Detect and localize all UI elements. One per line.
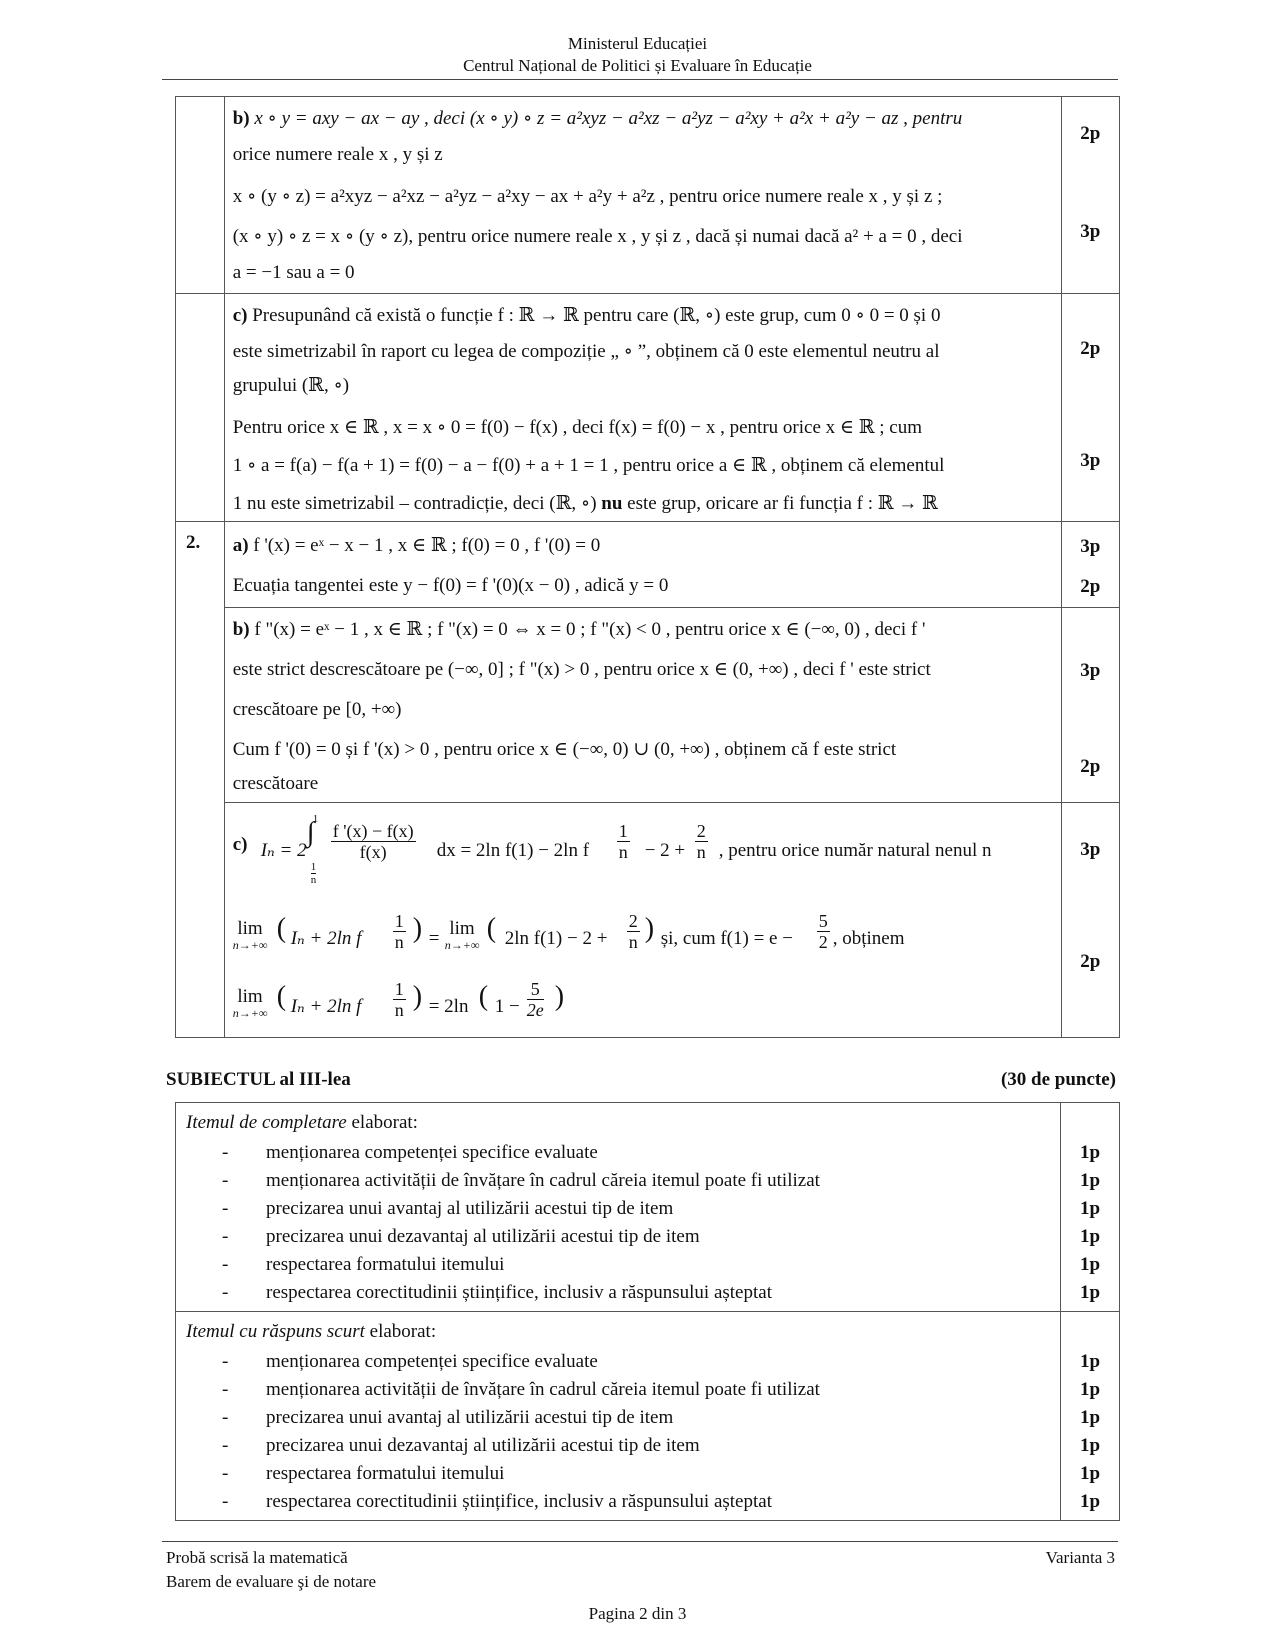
points-2b-2: 2p bbox=[1080, 756, 1101, 777]
points-2a-2: 2p bbox=[1080, 576, 1101, 597]
criterion-points: 1p bbox=[1080, 1407, 1101, 1428]
paren-close-icon: ) bbox=[412, 981, 423, 1012]
points-1b-2: 3p bbox=[1080, 221, 1101, 242]
criterion-points: 1p bbox=[1080, 1254, 1101, 1275]
five-halves-den: 2 bbox=[818, 932, 828, 952]
item-1c bbox=[224, 294, 1061, 522]
limit-2-sub: n→+∞ bbox=[444, 938, 480, 952]
integrand-den: f(x) bbox=[359, 842, 387, 862]
footer-barem: Barem de evaluare şi de notare bbox=[166, 1572, 377, 1591]
criterion-points: 1p bbox=[1080, 1351, 1101, 1372]
item-raspuns-points-list bbox=[1061, 1348, 1119, 1512]
bullet-dash: - bbox=[222, 1282, 229, 1303]
criterion-points: 1p bbox=[1080, 1379, 1101, 1400]
bullet-dash: - bbox=[222, 1351, 229, 1372]
criterion-text: menționarea competenței specifice evaluate bbox=[266, 1142, 598, 1163]
limit-cum-text: și, cum f(1) = e − bbox=[660, 928, 793, 949]
text-2b-line4: Cum f '(0) = 0 și f '(x) > 0 , pentru orice x ∈ (−∞, 0) ∪ (0, +∞) , obținem că f este strict bbox=[232, 739, 897, 760]
item-raspuns-title-rest: elaborat: bbox=[364, 1321, 437, 1342]
item-raspuns-title bbox=[186, 1318, 1050, 1348]
item-completare-points-list bbox=[1061, 1139, 1119, 1303]
five-over-2e-den: 2e bbox=[526, 1000, 544, 1020]
criterion-row bbox=[186, 1279, 1050, 1307]
points-1b bbox=[1061, 97, 1119, 294]
limit-3-frac bbox=[393, 979, 406, 1020]
integral-lower bbox=[311, 861, 317, 886]
criterion-text: respectarea corectitudinii științifice, inclusiv a răspunsului așteptat bbox=[266, 1282, 772, 1303]
label-2c: c) bbox=[232, 834, 248, 855]
obtinem-text: , obținem bbox=[832, 928, 905, 949]
limit-3-frac-den: n bbox=[394, 1000, 404, 1020]
text-2b-line5: crescătoare bbox=[232, 773, 319, 794]
item-raspuns-points bbox=[1061, 1312, 1120, 1521]
limit-3-inner: 1 − bbox=[494, 996, 520, 1017]
integral-lhs: Iₙ = 2 bbox=[260, 840, 307, 861]
points-1c-1: 2p bbox=[1080, 338, 1101, 359]
five-halves-frac bbox=[817, 911, 830, 952]
text-1c-line3: grupului (ℝ, ∘) bbox=[232, 375, 350, 396]
bullet-dash: - bbox=[222, 1435, 229, 1456]
eq1-tail-frac-num: 2 bbox=[696, 821, 706, 841]
footer-divider bbox=[162, 1541, 1118, 1542]
criterion-row bbox=[186, 1488, 1050, 1516]
item-completare-rows bbox=[186, 1139, 1050, 1307]
eq1-tail-frac-den: n bbox=[696, 842, 706, 862]
criterion-text: precizarea unui avantaj al utilizării acestui tip de item bbox=[266, 1198, 674, 1219]
header-center: Centrul Național de Politici și Evaluare în Educație bbox=[463, 56, 812, 75]
limit-3-eq: = 2ln bbox=[428, 996, 469, 1017]
footer-subject: Probă scrisă la matematică bbox=[166, 1548, 348, 1567]
paren-close-icon: ) bbox=[644, 913, 655, 944]
item-raspuns-title-italic: Itemul cu răspuns scurt bbox=[186, 1321, 365, 1342]
criterion-text: menționarea competenței specifice evaluate bbox=[266, 1351, 598, 1372]
criterion-row bbox=[186, 1195, 1050, 1223]
paren-close-icon: ) bbox=[412, 913, 423, 944]
bullet-dash: - bbox=[222, 1170, 229, 1191]
criterion-text: menționarea activității de învățare în cadrul căreia itemul poate fi utilizat bbox=[266, 1170, 820, 1191]
limit-2 bbox=[444, 918, 480, 953]
points-1c-2: 3p bbox=[1080, 450, 1101, 471]
item-completare-title bbox=[186, 1109, 1050, 1139]
text-1b-line1: x ∘ y = axy − ax − ay , deci (x ∘ y) ∘ z = a²xyz − a²xz − a²yz − a²xy + a²x + a²y − az , pentru bbox=[254, 108, 963, 129]
points-2b bbox=[1061, 608, 1119, 803]
integral-lower-num: 1 bbox=[310, 861, 317, 873]
integrand-num: f '(x) − f(x) bbox=[332, 821, 414, 841]
section-3-table bbox=[175, 1102, 1120, 1521]
text-2b-line3: crescătoare pe [0, +∞) bbox=[232, 699, 402, 720]
eq1-text: dx = 2ln f(1) − 2ln f bbox=[436, 840, 590, 861]
eq1-frac-num: 1 bbox=[618, 821, 628, 841]
item-1b bbox=[224, 97, 1061, 294]
section-3-header bbox=[166, 1069, 1116, 1091]
criterion-row bbox=[186, 1432, 1050, 1460]
section-3-title: SUBIECTUL al III-lea bbox=[166, 1069, 351, 1090]
criterion-row bbox=[186, 1348, 1050, 1376]
limit-3-frac-num: 1 bbox=[394, 979, 404, 999]
paren-open-icon: ( bbox=[276, 981, 287, 1012]
bullet-dash: - bbox=[222, 1491, 229, 1512]
bullet-dash: - bbox=[222, 1198, 229, 1219]
criterion-points: 1p bbox=[1080, 1198, 1101, 1219]
limit-3-expr: Iₙ + 2ln f bbox=[290, 996, 362, 1017]
header-divider bbox=[162, 79, 1118, 80]
integral-upper: 1 bbox=[312, 813, 319, 825]
criterion-text: precizarea unui avantaj al utilizării acestui tip de item bbox=[266, 1407, 674, 1428]
text-1c-nu: nu bbox=[601, 493, 623, 514]
criterion-points: 1p bbox=[1080, 1282, 1101, 1303]
text-1b-line3: x ∘ (y ∘ z) = a²xyz − a²xz − a²yz − a²xy − ax + a²y + a²z , pentru orice numere reale x , y și z ; bbox=[232, 186, 943, 207]
integrand bbox=[331, 821, 416, 862]
criterion-points: 1p bbox=[1080, 1435, 1101, 1456]
paren-open-icon: ( bbox=[478, 981, 489, 1012]
bullet-dash: - bbox=[222, 1142, 229, 1163]
criterion-points: 1p bbox=[1080, 1491, 1101, 1512]
problem-number-2: 2. bbox=[176, 522, 225, 1038]
paren-open-icon: ( bbox=[276, 913, 287, 944]
bullet-dash: - bbox=[222, 1463, 229, 1484]
text-1b-line5: a = −1 sau a = 0 bbox=[232, 262, 355, 283]
text-1c-line6a: 1 nu este simetrizabil – contradicție, deci (ℝ, ∘) bbox=[232, 493, 597, 514]
criterion-text: precizarea unui dezavantaj al utilizării acestui tip de item bbox=[266, 1435, 700, 1456]
limit-2-frac bbox=[627, 911, 640, 952]
criterion-row bbox=[186, 1460, 1050, 1488]
points-2b-1: 3p bbox=[1080, 660, 1101, 681]
eq1-frac bbox=[617, 821, 630, 862]
limit-3 bbox=[232, 986, 268, 1021]
text-2a-line1: f '(x) = eˣ − x − 1 , x ∈ ℝ ; f(0) = 0 , f '(0) = 0 bbox=[253, 535, 601, 556]
criterion-row bbox=[186, 1167, 1050, 1195]
text-1c-line5: 1 ∘ a = f(a) − f(a + 1) = f(0) − a − f(0) + a + 1 = 1 , pentru orice a ∈ ℝ , obținem că elementul bbox=[232, 455, 945, 476]
criterion-points: 1p bbox=[1080, 1142, 1101, 1163]
number-cell-empty bbox=[176, 294, 225, 522]
criterion-text: respectarea formatului itemului bbox=[266, 1463, 505, 1484]
limit-2-expr: 2ln f(1) − 2 + bbox=[504, 928, 608, 949]
header-ministry: Ministerul Educației bbox=[567, 34, 708, 53]
limit-2-word: lim bbox=[449, 918, 475, 939]
text-1b-line4: (x ∘ y) ∘ z = x ∘ (y ∘ z), pentru orice numere reale x , y și z , dacă și numai dacă a² + a = 0 , deci bbox=[232, 226, 963, 247]
limit-3-word: lim bbox=[237, 986, 263, 1007]
eq1-tail-frac bbox=[695, 821, 708, 862]
points-2a bbox=[1061, 522, 1119, 608]
text-1c-line1: Presupunând că există o funcție f : ℝ → ℝ pentru care (ℝ, ∘) este grup, cum 0 ∘ 0 = 0 și 0 bbox=[252, 305, 941, 326]
limit-1-frac-num: 1 bbox=[394, 911, 404, 931]
limit-1-sub: n→+∞ bbox=[232, 938, 268, 952]
text-2b-line2: este strict descrescătoare pe (−∞, 0] ; f "(x) > 0 , pentru orice x ∈ (0, +∞) , deci f ' este strict bbox=[232, 659, 931, 680]
bullet-dash: - bbox=[222, 1407, 229, 1428]
criterion-row bbox=[186, 1139, 1050, 1167]
five-over-2e-num: 5 bbox=[527, 979, 544, 1000]
item-raspuns-scurt bbox=[176, 1312, 1061, 1521]
label-2a: a) bbox=[232, 535, 249, 556]
limit-1 bbox=[232, 918, 268, 953]
section-3-points: (30 de puncte) bbox=[1000, 1069, 1116, 1090]
criterion-points: 1p bbox=[1080, 1226, 1101, 1247]
item-2c bbox=[224, 803, 1061, 1038]
eq1-end: , pentru orice număr natural nenul n bbox=[718, 840, 992, 861]
item-completare-title-rest: elaborat: bbox=[346, 1112, 418, 1133]
five-over-2e-frac bbox=[527, 979, 544, 1020]
text-1c-line4: Pentru orice x ∈ ℝ , x = x ∘ 0 = f(0) − f(x) , deci f(x) = f(0) − x , pentru orice x ∈ ℝ ; cum bbox=[232, 417, 922, 438]
integral-lower-den: n bbox=[310, 874, 317, 886]
item-completare-points bbox=[1061, 1103, 1120, 1312]
item-completare bbox=[176, 1103, 1061, 1312]
points-1c bbox=[1061, 294, 1119, 522]
criterion-row bbox=[186, 1223, 1050, 1251]
limit-2-frac-den: n bbox=[628, 932, 638, 952]
limit-1-frac bbox=[393, 911, 406, 952]
text-2b-line1: f "(x) = eˣ − 1 , x ∈ ℝ ; f "(x) = 0 ⇔ x = 0 ; f "(x) < 0 , pentru orice x ∈ (−∞, 0) , deci f ' bbox=[254, 619, 926, 640]
criterion-text: respectarea formatului itemului bbox=[266, 1254, 505, 1275]
criterion-row bbox=[186, 1251, 1050, 1279]
points-2c bbox=[1061, 803, 1119, 1038]
item-2a bbox=[224, 522, 1061, 608]
limit-3-sub: n→+∞ bbox=[232, 1006, 268, 1020]
text-1b-line2: orice numere reale x , y și z bbox=[232, 144, 443, 165]
eq1-tail: − 2 + bbox=[644, 840, 686, 861]
criterion-row bbox=[186, 1376, 1050, 1404]
bullet-dash: - bbox=[222, 1226, 229, 1247]
limit-1-frac-den: n bbox=[394, 932, 404, 952]
paren-close-icon: ) bbox=[554, 981, 565, 1012]
text-1c-line6c: este grup, oricare ar fi funcția f : ℝ → ℝ bbox=[627, 493, 938, 514]
criterion-row bbox=[186, 1404, 1050, 1432]
eq1-frac-den: n bbox=[618, 842, 628, 862]
points-1b-1: 2p bbox=[1080, 123, 1101, 144]
criterion-text: respectarea corectitudinii științifice, inclusiv a răspunsului așteptat bbox=[266, 1491, 772, 1512]
five-halves-num: 5 bbox=[818, 911, 828, 931]
label-1c: c) bbox=[232, 305, 248, 326]
item-completare-title-italic: Itemul de completare bbox=[186, 1112, 347, 1133]
scoring-table bbox=[175, 96, 1120, 1038]
points-2c-2: 2p bbox=[1080, 951, 1101, 972]
footer-variant: Varianta 3 bbox=[1045, 1548, 1115, 1567]
points-2c-1: 3p bbox=[1080, 839, 1101, 860]
criterion-text: precizarea unui dezavantaj al utilizării acestui tip de item bbox=[266, 1226, 700, 1247]
limit-1-word: lim bbox=[237, 918, 263, 939]
footer-page: Pagina 2 din 3 bbox=[588, 1604, 687, 1623]
limit-1-expr: Iₙ + 2ln f bbox=[290, 928, 362, 949]
item-2b bbox=[224, 608, 1061, 803]
limit-2-frac-num: 2 bbox=[628, 911, 638, 931]
paren-open-icon: ( bbox=[486, 913, 497, 944]
criterion-points: 1p bbox=[1080, 1170, 1101, 1191]
number-cell-empty bbox=[176, 97, 225, 294]
bullet-dash: - bbox=[222, 1254, 229, 1275]
item-raspuns-rows bbox=[186, 1348, 1050, 1516]
criterion-text: menționarea activității de învățare în cadrul căreia itemul poate fi utilizat bbox=[266, 1379, 820, 1400]
limit-1-eq: = bbox=[428, 928, 440, 949]
integral-sign: ∫ bbox=[306, 817, 315, 848]
label-1b: b) bbox=[232, 108, 250, 129]
criterion-points: 1p bbox=[1080, 1463, 1101, 1484]
bullet-dash: - bbox=[222, 1379, 229, 1400]
text-2a-line2: Ecuația tangentei este y − f(0) = f '(0)(x − 0) , adică y = 0 bbox=[232, 575, 669, 596]
text-1c-line2: este simetrizabil în raport cu legea de compoziție „ ∘ ”, obținem că 0 este elementul neutru al bbox=[232, 341, 940, 362]
label-2b: b) bbox=[232, 619, 250, 640]
points-2a-1: 3p bbox=[1080, 536, 1101, 557]
